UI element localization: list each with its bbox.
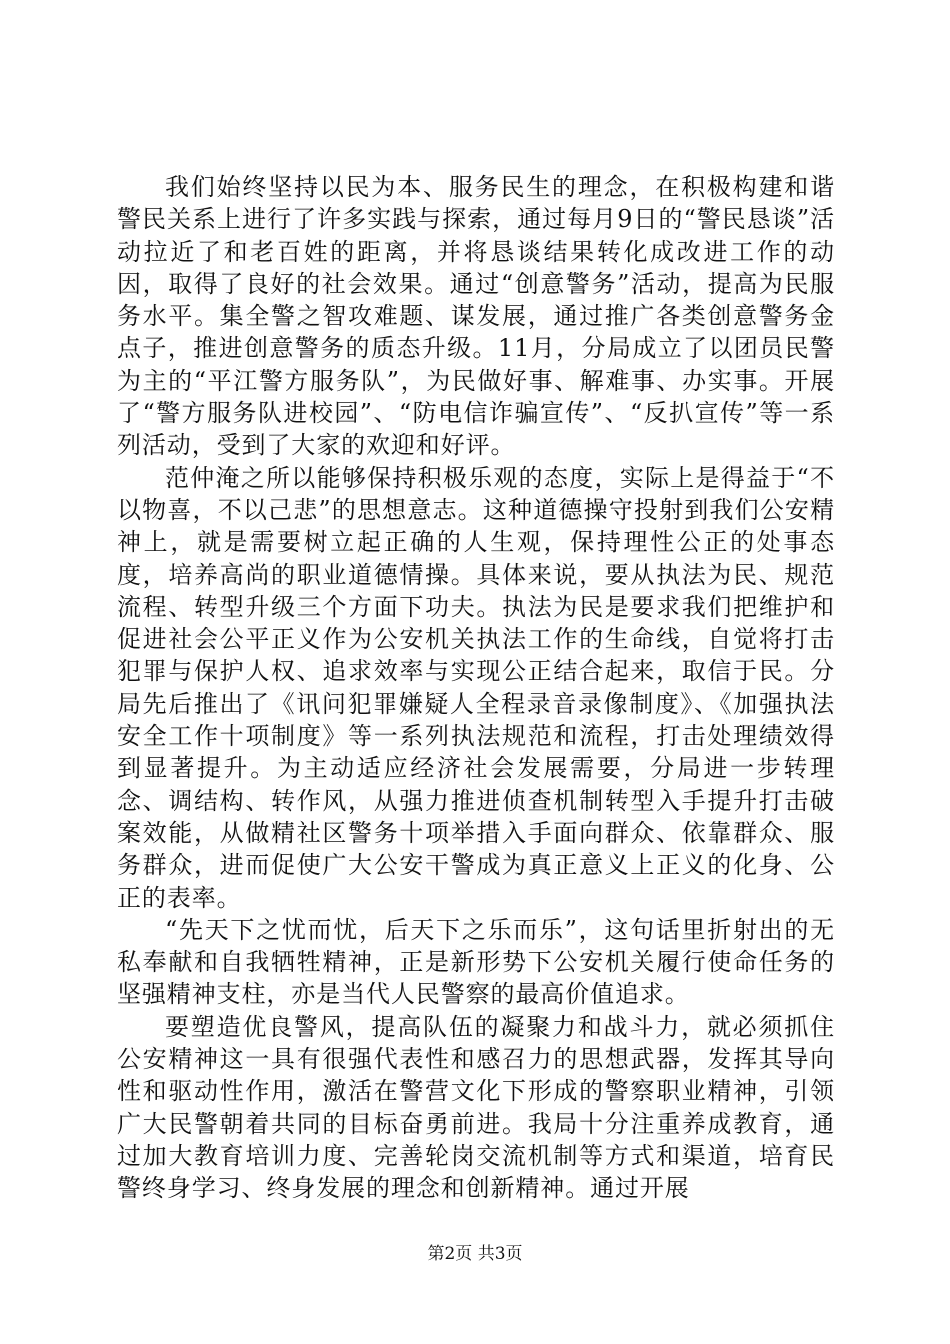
paragraph-3: “先天下之忧而忧，后天下之乐而乐”，这句话里折射出的无私奉献和自我牺牲精神，正是新形势下公安机关履行使命任务的坚强精神支柱，亦是当代人民警察的最高价值追求。 — [117, 915, 835, 1009]
paragraph-1: 我们始终坚持以民为本、服务民生的理念，在积极构建和谐警民关系上进行了许多实践与探索，通过每月9日的“警民恳谈”活动拉近了和老百姓的距离，并将恳谈结果转化成改进工作的动因，取得了良好的社会效果。通过“创意警务”活动，提高为民服务水平。集全警之智攻难题、谋发展，通过推广各类创意警务金点子，推进创意警务的质态升级。11月，分局成立了以团员民警为主的“平江警方服务队”，为民做好事、解难事、办实事。开展了“警方服务队进校园”、“防电信诈骗宣传”、“反扒宣传”等一系列活动，受到了大家的欢迎和好评。 — [117, 173, 835, 460]
paragraph-4: 要塑造优良警风，提高队伍的凝聚力和战斗力，就必须抓住公安精神这一具有很强代表性和感召力的思想武器，发挥其导向性和驱动性作用，激活在警营文化下形成的警察职业精神，引领广大民警朝着共同的目标奋勇前进。我局十分注重养成教育，通过加大教育培训力度、完善轮岗交流机制等方式和渠道，培育民警终身学习、终身发展的理念和创新精神。通过开展 — [117, 1012, 835, 1203]
page-number-footer: 第2页 共3页 — [427, 1244, 523, 1264]
paragraph-2: 范仲淹之所以能够保持积极乐观的态度，实际上是得益于“不以物喜，不以己悲”的思想意志。这种道德操守投射到我们公安精神上，就是需要树立起正确的人生观，保持理性公正的处事态度，培养高尚的职业道德情操。具体来说，要从执法为民、规范流程、转型升级三个方面下功夫。执法为民是要求我们把维护和促进社会公平正义作为公安机关执法工作的生命线，自觉将打击犯罪与保护人权、追求效率与实现公正结合起来，取信于民。分局先后推出了《讯问犯罪嫌疑人全程录音录像制度》、《加强执法安全工作十项制度》等一系列执法规范和流程，打击处理绩效得到显著提升。为主动适应经济社会发展需要，分局进一步转理念、调结构、转作风，从强力推进侦查机制转型入手提升打击破案效能，从做精社区警务十项举措入手面向群众、依靠群众、服务群众，进而促使广大公安干警成为真正意义上正义的化身、公正的表率。 — [117, 463, 835, 912]
body-text — [117, 171, 835, 1205]
